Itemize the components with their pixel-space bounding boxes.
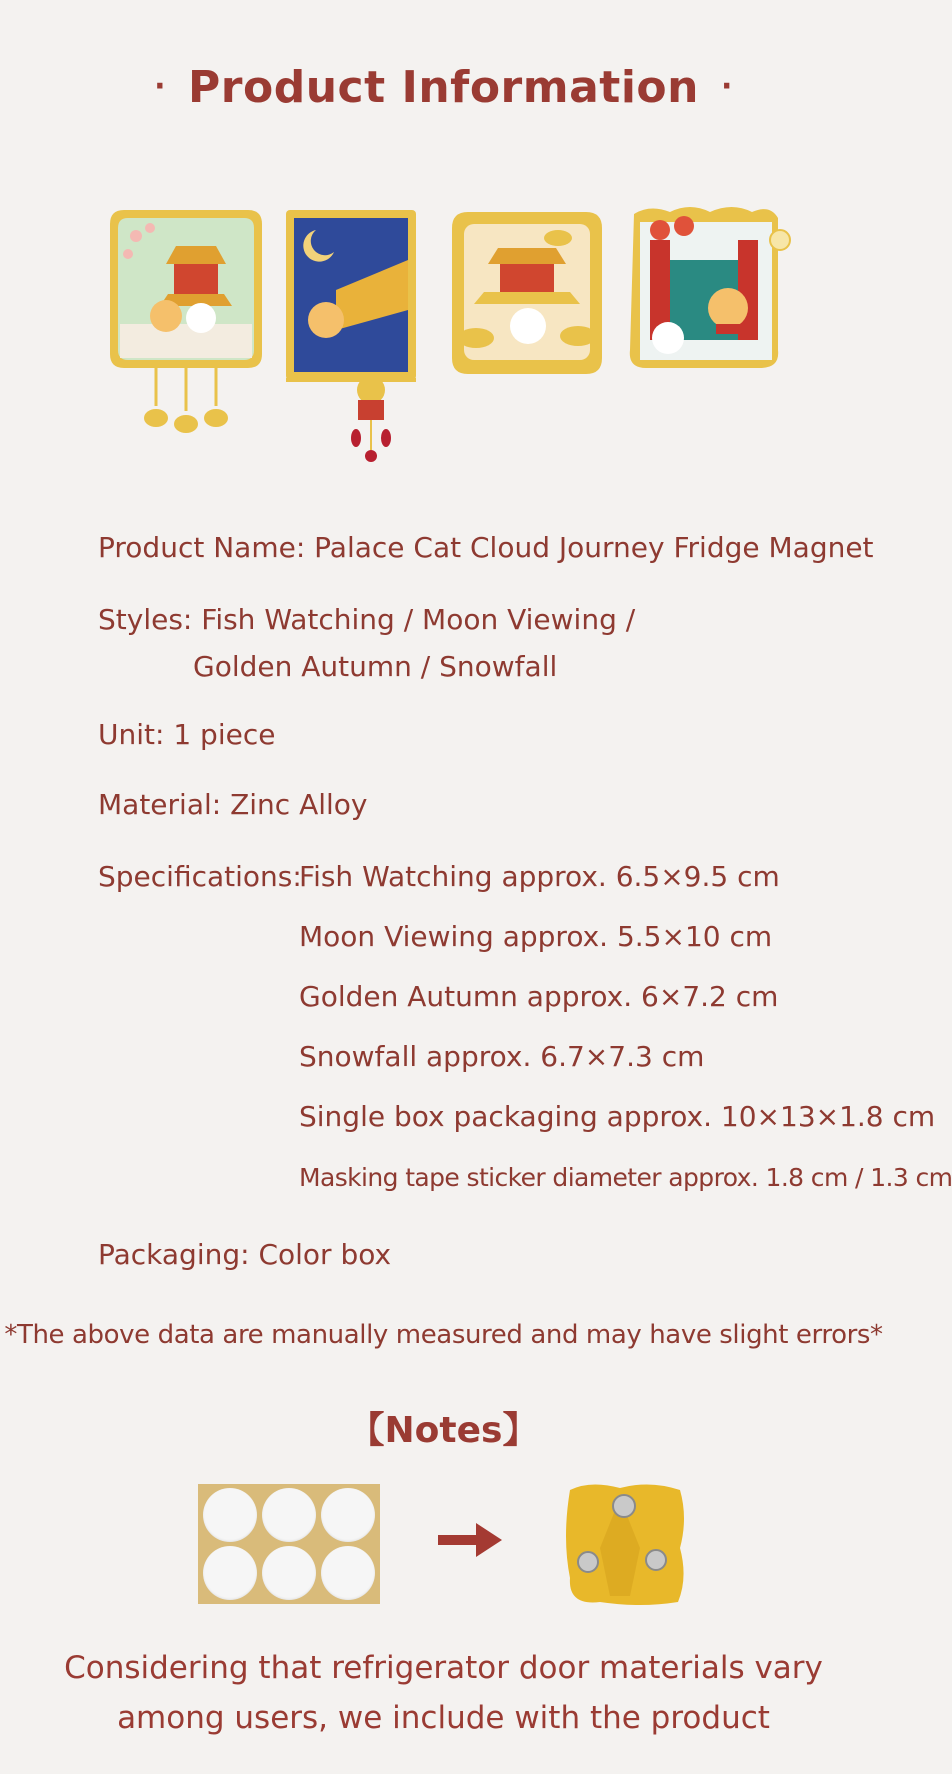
notes-text-line-2: among users, we include with the product — [117, 1700, 770, 1736]
magnet-golden-autumn-image — [448, 208, 606, 378]
specifications-label: Specifications: — [98, 860, 302, 893]
material-line: Material: Zinc Alloy — [98, 788, 368, 821]
magnet-snowfall-image — [620, 200, 790, 380]
spec-item: Moon Viewing approx. 5.5×10 cm — [299, 920, 773, 953]
unit-line: Unit: 1 piece — [98, 718, 276, 751]
spec-item: Fish Watching approx. 6.5×9.5 cm — [299, 860, 780, 893]
title-text: Product Information — [188, 62, 699, 113]
spec-item: Snowfall approx. 6.7×7.3 cm — [299, 1040, 705, 1073]
title-dot-left: · — [154, 68, 167, 104]
page-title — [0, 62, 887, 113]
styles-line-1: Styles: Fish Watching / Moon Viewing / — [98, 603, 636, 636]
disclaimer: *The above data are manually measured and may have slight errors* — [4, 1320, 883, 1350]
packaging-line: Packaging: Color box — [98, 1238, 392, 1271]
notes-text-line-1: Considering that refrigerator door materials vary — [64, 1650, 823, 1686]
arrow-right-icon — [436, 1520, 506, 1560]
product-name-line: Product Name: Palace Cat Cloud Journey Fridge Magnet — [98, 531, 874, 564]
styles-line-2: Golden Autumn / Snowfall — [193, 650, 558, 683]
notes-heading: 【Notes】 — [348, 1410, 539, 1451]
product-images — [0, 200, 887, 470]
magnet-moon-viewing-image — [276, 200, 426, 470]
spec-item: Golden Autumn approx. 6×7.2 cm — [299, 980, 779, 1013]
sticker-sheet-image — [198, 1484, 380, 1604]
spec-item: Masking tape sticker diameter approx. 1.8 cm / 1.3 cm — [299, 1163, 952, 1192]
magnet-fish-watching-image — [106, 206, 266, 456]
magnet-back-image — [560, 1478, 690, 1608]
spec-item: Single box packaging approx. 10×13×1.8 cm — [299, 1100, 936, 1133]
title-dot-right: · — [720, 68, 733, 104]
